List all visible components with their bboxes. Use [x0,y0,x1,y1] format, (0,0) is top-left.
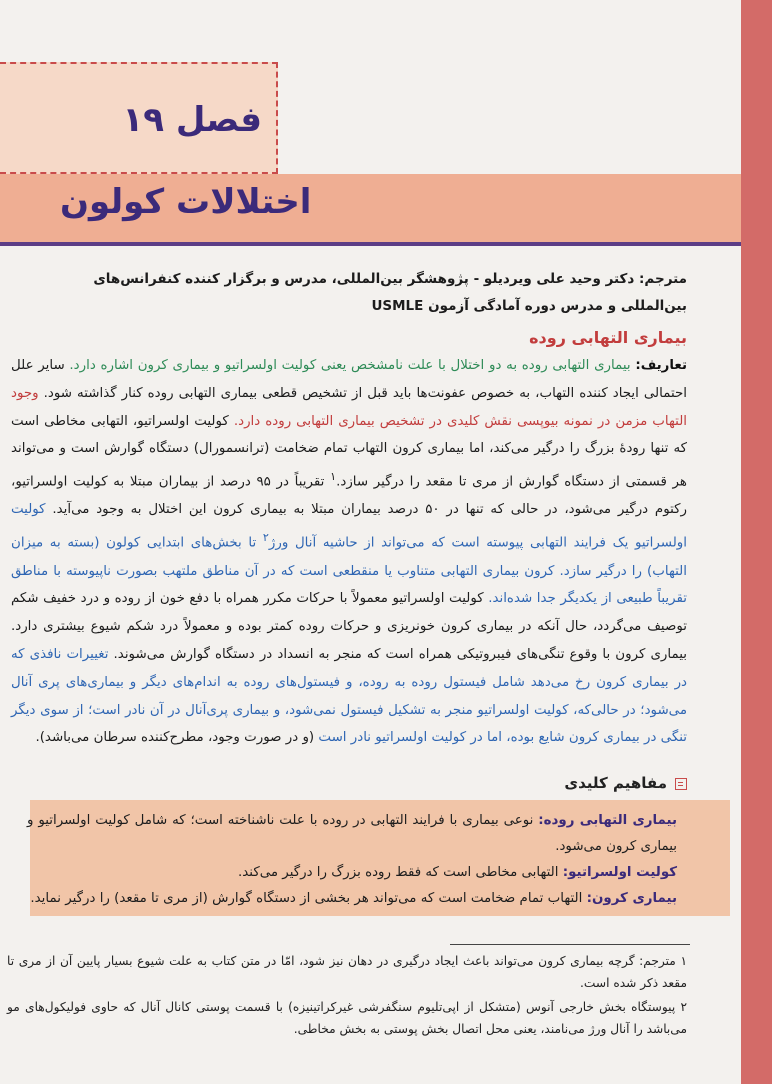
footnote-1: ۱ مترجم: گرچه بیماری کرون می‌تواند باعث ایجاد درگیری در دهان نیز شود، امّا در متن کتاب به علت شیوع بسیار پایین آن از مری تا مقعد ذکر شده است. [7,954,687,990]
key-concept-item [27,860,677,886]
key-concept-text: التهابی مخاطی است که فقط روده بزرگ را درگیر می‌کند. [238,865,559,880]
sentence-1: بیماری التهابی روده به دو اختلال با علت نامشخص یعنی کولیت اولسراتیو و بیماری کرون اشاره دارد. [69,358,631,373]
translator-credit: مترجم: دکتر وحید علی ویردیلو - پژوهشگر بین‌المللی، مدرس و برگزار کننده کنفرانس‌های بین‌المللی و مدرس دوره آمادگی آزمون USMLE [93,271,687,314]
key-concept-item [27,886,677,912]
key-concept-term: بیماری کرون: [586,891,677,906]
definitions-label: تعاریف: [635,358,687,373]
list-icon [675,778,687,790]
body-paragraph [11,352,687,752]
sentence-8: کولیت اولسراتیو معمولاً با حرکات مکرر همراه با دفع خون از روده و درد خفیف شکم توصیف می‌گردد، حال آنکه در بیماری کرون خونریزی و حرکات روده کمتر بوده و معمولاً درد شکم شیوع بیشتری دارد. بیماری کرون با وقوع تنگی‌های فیبروتیکی همراه است که منجر به انسداد در دستگاه گوارش می‌شوند. [11,591,687,662]
key-concept-item [27,808,677,860]
section-heading: بیماری التهابی روده [529,328,687,347]
footnote-2: ۲ پیوستگاه بخش خارجی آنوس (متشکل از اپی‌تلیوم سنگفرشی غیرکراتینیزه) با قسمت پوستی کانال آنال که حاوی فولیکول‌های مو می‌باشد را آنال ورژ می‌نامند، یعنی محل اتصال بخش پوستی به بخش مخاطی. [7,1000,687,1036]
key-concept-text: التهاب تمام ضخامت است که می‌تواند هر بخشی از دستگاه گوارش (از مری تا مقعد) را درگیر نماید. [30,891,583,906]
sentence-10: (و در صورت وجود، مطرح‌کننده سرطان می‌باشد). [35,730,315,746]
sentence-6b: تا بخش‌های ابتدایی کولون (بسته به میزان التهاب) را درگیر سازد. [11,535,687,579]
key-concepts-list [27,808,677,912]
title-underline [0,242,741,246]
side-rail [741,0,772,1084]
key-concepts-title: مفاهیم کلیدی [564,774,667,792]
chapter-title: اختلالات کولون [60,182,312,222]
footnote-ref-1[interactable]: ۱ [330,470,337,484]
key-concepts-heading [564,774,687,792]
key-concept-term: کولیت اولسراتیو: [562,865,677,880]
chapter-title-band [0,174,741,242]
sentence-5: تقریباً در ۹۵ درصد از بیماران مبتلا به کولیت اولسراتیو، رکتوم درگیر می‌شود، در حالی که تنها در ۵۰ درصد بیماران مبتلا به بیماری کرون این اختلال به وجود می‌آید. [11,474,687,518]
sentence-4: کولیت اولسراتیو، التهابی مخاطی است که تنها رودهٔ بزرگ را درگیر می‌کند، اما بیماری کرون التهاب تمام ضخامت (ترانسمورال) دستگاه گوارش است و می‌تواند هر قسمتی از دستگاه گوارش از مری تا مقعد را درگیر سازد. [11,413,687,490]
footnotes [7,950,687,1042]
chapter-label-box [0,62,278,174]
sentence-9: تغییرات نافذی که در بیماری کرون رخ می‌دهد شامل فیستول روده به روده، و فیستول‌های روده به اندام‌های دیگر و بیماری‌های پری آنال می‌شود؛ در حالی‌که، کولیت اولسراتیو منجر به تشکیل فیستول نمی‌شود، و بیماری پری‌آنال در آن نادر است؛ از سوی دیگر تنگی در بیماری کرون شایع بوده، اما در کولیت اولسراتیو نادر است [11,646,687,746]
key-concept-term: بیماری التهابی روده: [538,813,678,828]
sentence-3: وجود التهاب مزمن در نمونه بیوپسی نقش کلیدی در تشخیص بیماری التهابی روده دارد. [11,385,687,429]
chapter-number: فصل ۱۹ [122,100,262,140]
sentence-6a: کولیت اولسراتیو یک فرایند التهابی پیوسته است که می‌تواند از حاشیه آنال ورژ [11,502,687,551]
sentence-7: کرون بیماری التهابی متناوب یا منقطعی است که در آن مناطق ملتهب بصورت ناپیوسته با مناطق تقریباً طبیعی از یکدیگر جدا شده‌اند. [11,563,687,607]
sentence-2: سایر علل احتمالی ایجاد کننده التهاب، به خصوص عفونت‌ها باید قبل از تشخیص قطعی بیماری التهابی روده کنار گذاشته شود. [11,358,687,401]
key-concept-text: نوعی بیماری با فرایند التهابی در روده با علت ناشناخته است؛ که شامل کولیت اولسراتیو و بیماری کرون می‌شود. [27,813,677,854]
footnote-divider [450,944,690,945]
footnote-ref-2[interactable]: ۲ [262,531,269,545]
